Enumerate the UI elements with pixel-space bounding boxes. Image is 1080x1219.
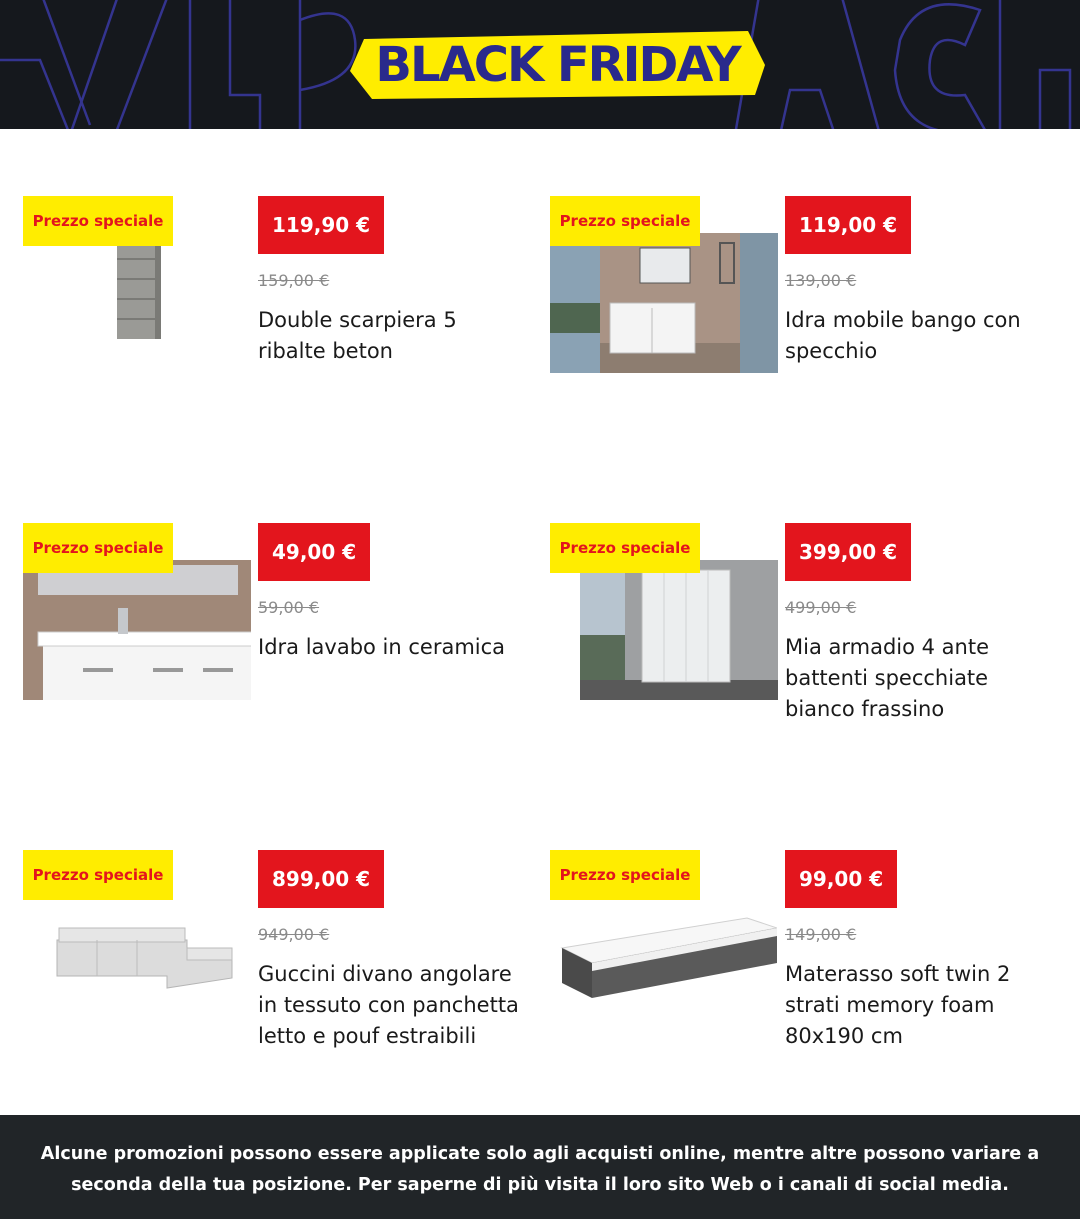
special-price-badge: Prezzo speciale <box>23 196 173 246</box>
original-price: 59,00 € <box>258 598 320 617</box>
sale-price: 99,00 € <box>785 850 897 908</box>
original-price: 949,00 € <box>258 925 330 944</box>
product-title[interactable]: Mia armadio 4 ante battenti specchiate bianco frassino <box>785 635 990 721</box>
product-card[interactable] <box>527 783 1054 1083</box>
product-card[interactable] <box>0 456 527 756</box>
product-card[interactable] <box>0 129 527 429</box>
special-price-badge: Prezzo speciale <box>23 850 173 900</box>
sale-price: 399,00 € <box>785 523 911 581</box>
special-price-badge: Prezzo speciale <box>550 850 700 900</box>
product-card[interactable] <box>0 783 527 1083</box>
banner-title: BLACK FRIDAY <box>375 37 740 93</box>
original-price: 139,00 € <box>785 271 857 290</box>
product-title[interactable]: Double scarpiera 5 ribalte beton <box>258 308 457 363</box>
sale-price: 899,00 € <box>258 850 384 908</box>
sale-price: 119,90 € <box>258 196 384 254</box>
product-title[interactable]: Guccini divano angolare in tessuto con panchetta letto e pouf estraibili <box>258 962 519 1048</box>
product-title[interactable]: Idra lavabo in ceramica <box>258 635 506 659</box>
original-price: 149,00 € <box>785 925 857 944</box>
original-price: 159,00 € <box>258 271 330 290</box>
original-price: 499,00 € <box>785 598 857 617</box>
black-friday-banner <box>350 31 765 99</box>
product-title[interactable]: Idra mobile bango con specchio <box>785 308 1021 363</box>
sale-price: 49,00 € <box>258 523 370 581</box>
black-friday-header <box>0 0 1080 129</box>
special-price-badge: Prezzo speciale <box>550 196 700 246</box>
special-price-badge: Prezzo speciale <box>550 523 700 573</box>
footer-disclaimer: Alcune promozioni possono essere applicate solo agli acquisti online, mentre altre possono variare a seconda della tua posizione. Per saperne di più visita il loro sito Web o i canali di social media. <box>0 1115 1080 1219</box>
special-price-badge: Prezzo speciale <box>23 523 173 573</box>
product-card[interactable] <box>527 456 1054 756</box>
product-card[interactable] <box>527 129 1054 429</box>
sale-price: 119,00 € <box>785 196 911 254</box>
product-grid <box>0 129 1080 1115</box>
product-title[interactable]: Materasso soft twin 2 strati memory foam 80x190 cm <box>785 962 1011 1048</box>
